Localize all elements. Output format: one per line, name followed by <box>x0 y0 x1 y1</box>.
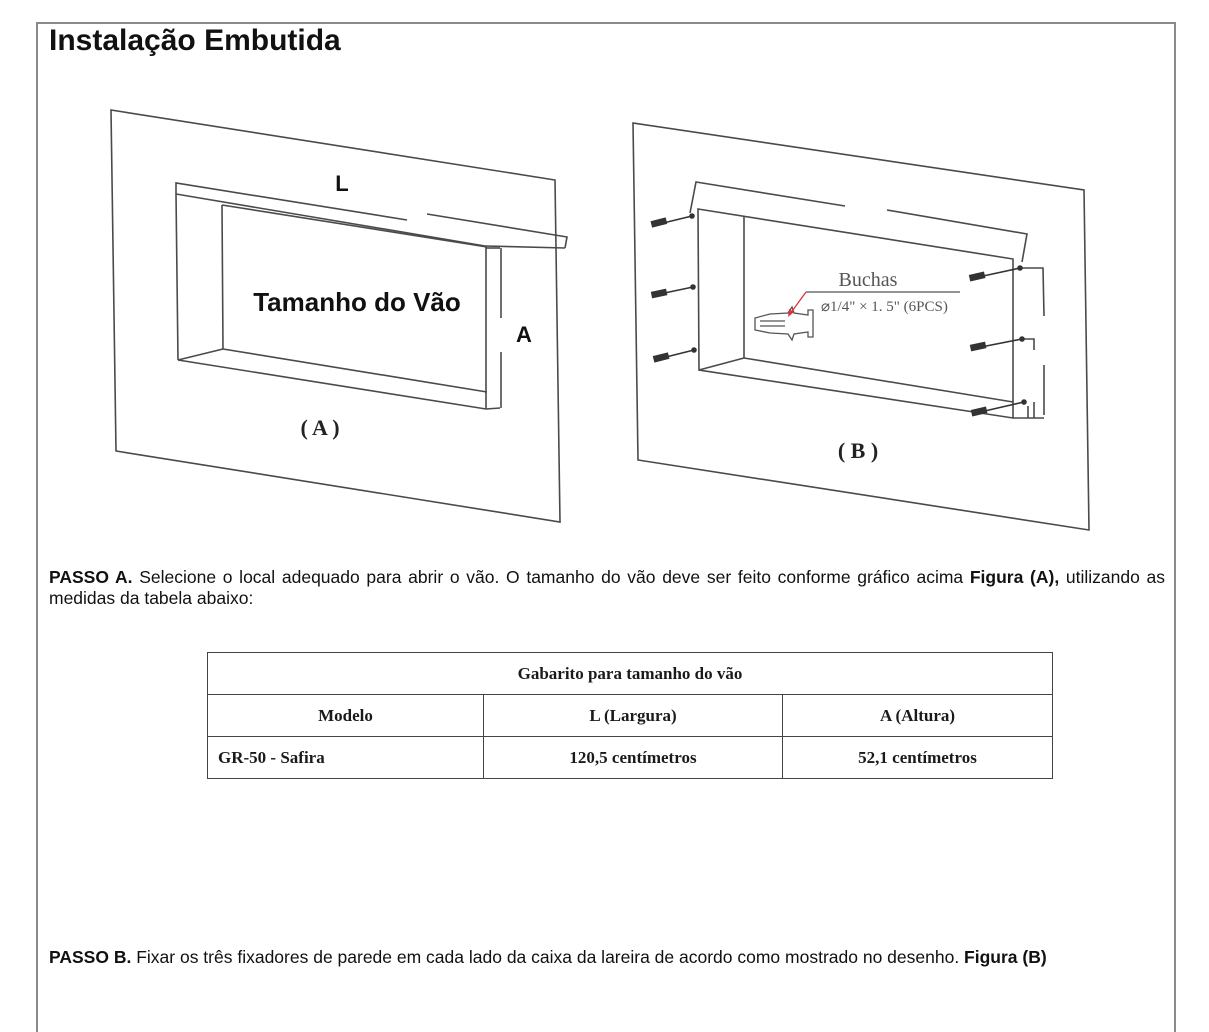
step-a-text: Selecione o local adequado para abrir o vão. O tamanho do vão deve ser feito conforme gráfico acima <box>132 567 970 587</box>
opening-diagram-icon <box>80 90 600 540</box>
wall-anchor-icon <box>755 307 813 340</box>
screws-left <box>651 214 696 362</box>
figure-a-opening-size <box>80 90 600 540</box>
step-b-label: PASSO B. <box>49 947 132 967</box>
table-caption: Gabarito para tamanho do vão <box>208 653 1053 695</box>
figure-a-caption: ( A ) <box>300 415 340 440</box>
header-width: L (Largura) <box>484 695 783 737</box>
screws-right <box>970 266 1026 415</box>
step-a-figure-ref: Figura (A), <box>969 567 1060 587</box>
step-a-label: PASSO A. <box>49 567 133 587</box>
anchor-spec: ⌀1/4" × 1. 5" (6PCS) <box>821 299 948 315</box>
cell-model: GR-50 - Safira <box>208 737 484 779</box>
anchor-label: Buchas <box>838 269 898 291</box>
cell-height: 52,1 centímetros <box>783 737 1053 779</box>
header-model: Modelo <box>208 695 484 737</box>
width-label: L <box>335 171 349 196</box>
table-row <box>208 737 1053 779</box>
cell-width: 120,5 centímetros <box>484 737 783 779</box>
anchor-installation-diagram-icon <box>620 110 1100 540</box>
step-a-text-after: utilizando as medidas da tabela abaixo: <box>49 567 1165 608</box>
opening-label: Tamanho do Vão <box>253 287 461 317</box>
page-title: Instalação Embutida <box>49 24 341 57</box>
opening-size-table <box>207 652 1053 779</box>
figure-b-wall-anchors <box>620 110 1100 540</box>
step-b-text: Fixar os três fixadores de parede em cada lado da caixa da lareira de acordo como mostrado no desenho. <box>131 947 965 967</box>
table-header-row <box>208 695 1053 737</box>
height-label: A <box>516 322 532 347</box>
step-b-paragraph <box>49 947 1165 968</box>
figure-b-caption: ( B ) <box>837 438 879 463</box>
header-height: A (Altura) <box>783 695 1053 737</box>
step-b-figure-ref: Figura (B) <box>964 947 1047 967</box>
step-a-paragraph <box>49 567 1165 609</box>
